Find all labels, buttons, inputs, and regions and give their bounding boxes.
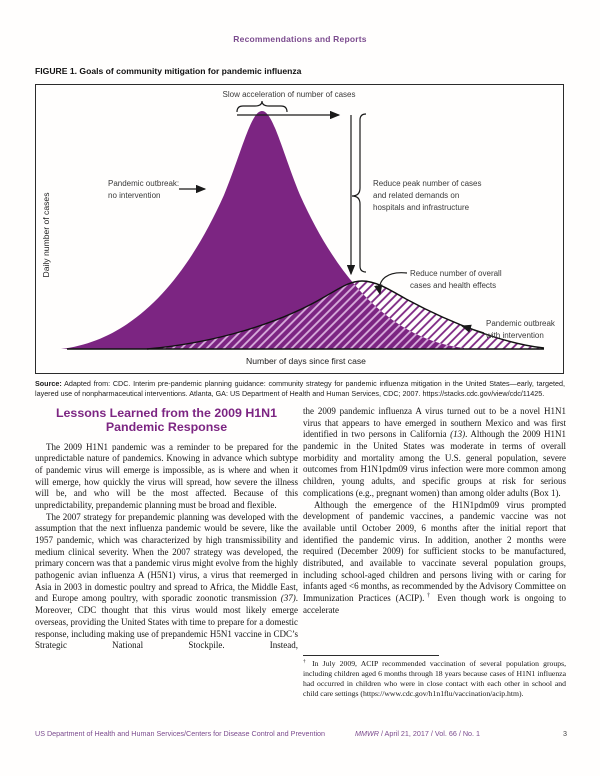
right-column [303, 406, 566, 616]
paragraph-text: . Moreover, CDC thought that this virus would most likely emerge overseas, providing the United States with time to prepare for a domestic response, including making use of prepandemic H5N1 vaccine in CDC’s Strategic National Stockpile. Instead, [35, 593, 298, 651]
y-axis-label: Daily number of cases [41, 192, 51, 278]
footer-department: US Department of Health and Human Services/Centers for Disease Control and Prevention [35, 729, 326, 738]
section-heading [35, 406, 298, 435]
figure-source [35, 379, 565, 398]
footnote-text: In July 2009, ACIP recommended vaccination of several population groups, including children aged 6 months through 18 years because cases of H1N1 influenza had occurred in children who were in close contact with each other in school and child care settings (https://www.cdc.gov/h1n1flu/vaccination/acip.htm). [303, 659, 567, 698]
dagger-symbol: † [303, 658, 308, 665]
mitigation-curves-chart [36, 85, 560, 370]
paragraph-text: Even though work is ongoing to accelerate [303, 593, 566, 615]
paragraph-text: . Although the 2009 H1N1 pandemic in the United States was moderate in terms of overall morbidity and mortality among the U.S. general population, severe outcomes from H1N1pdm09 virus infection were more common among children, young adults, and specific groups at risk for serious complications (e.g., pregnant women) than among older adults (Box 1). [303, 429, 566, 498]
page-number: 3 [563, 729, 567, 738]
heading-line-1: Lessons Learned from the 2009 H1N1 [55, 406, 278, 420]
annotation-slow-acceleration: Slow acceleration of number of cases [222, 90, 356, 99]
footnote [303, 655, 566, 699]
source-label: Source: [35, 379, 62, 388]
reference-citation: (13) [450, 429, 466, 440]
x-axis-label: Number of days since first case [246, 356, 366, 366]
footer-citation [355, 729, 480, 738]
paragraph-text: The 2009 H1N1 pandemic was a reminder to be prepared for the unpredictable nature of pandemics. Knowing in advance which subtype of pandemic virus will emerge is impossible, as is where and when it will emerge, how quickly the virus will spread, how severe the illness will be, and who will be the most affected. Because of this unpredictability, prepandemic planning must be broad and flexible. [35, 441, 298, 510]
annotation-reduce-overall-2: cases and health effects [410, 281, 497, 290]
annotation-no-intervention-1: Pandemic outbreak: [108, 179, 180, 188]
figure-chart [35, 84, 564, 374]
annotation-no-intervention-2: no intervention [108, 191, 161, 200]
annotation-reduce-overall-1: Reduce number of overall [410, 269, 502, 278]
paragraph-right-2 [303, 500, 566, 617]
left-column [35, 406, 298, 652]
vertical-brace [352, 114, 366, 272]
running-head: Recommendations and Reports [233, 34, 367, 44]
paragraph-left-2 [35, 512, 298, 652]
reference-citation: (37) [280, 593, 296, 604]
annotation-with-intervention-2: with intervention [486, 331, 544, 340]
journal-name: MMWR [355, 729, 379, 738]
paragraph-right-1 [303, 406, 566, 500]
dagger-symbol: † [424, 593, 433, 599]
paragraph-text: Although the emergence of the H1N1pdm09 virus prompted development of pandemic vaccines, a pandemic vaccine was not available until October 2009, 6 months after the initial report that identified the pandemic virus. In addition, another 2 months were required (December 2009) for sufficient stocks to be manufactured, distributed, and available to vaccinate several population groups, including school-aged children and persons living with or caring for infants aged <6 months, as recommended by the Advisory Committee on Immunization Practices (ACIP). [303, 499, 566, 603]
annotation-reduce-peak-2: and related demands on [373, 191, 460, 200]
paragraph-left-1 [35, 442, 298, 512]
footnote-rule [303, 655, 439, 656]
figure-title: FIGURE 1. Goals of community mitigation for pandemic influenza [35, 66, 302, 76]
heading-line-2: Pandemic Response [105, 420, 228, 435]
page-footer [0, 729, 600, 743]
citation-text: / April 21, 2017 / Vol. 66 / No. 1 [378, 729, 481, 738]
annotation-reduce-peak-3: hospitals and infrastructure [373, 203, 470, 212]
paragraph-text: The 2007 strategy for prepandemic planning was developed with the assumption that the next influenza pandemic would be severe, like the 1957 pandemic, which was characterized by high transmissibility and medium clinical severity. When the 2007 strategy was developed, the primary concern was that a pandemic virus might evolve from the highly pathogenic avian influenza A (H5N1) virus, a virus that reemerged in Asia in 2003 in domestic poultry and spread to Africa, the Middle East, and Europe among poultry, with sporadic zoonotic transmission [35, 511, 298, 604]
paragraph-text: the 2009 pandemic influenza A virus turned out to be a novel H1N1 virus that appears to have emerged in southern Mexico and was first identified in two persons in California [303, 406, 566, 440]
source-text: Adapted from: CDC. Interim pre-pandemic planning guidance: community strategy for pandemic influenza mitigation in the United States—early, targeted, layered use of nonpharmaceutical interventions. Atlanta, GA: US Department of Health and Human Services, CDC; 2007. https://stacks.cdc.gov/view/cdc/11425. [35, 379, 565, 398]
horizontal-brace [237, 101, 287, 112]
annotation-reduce-peak-1: Reduce peak number of cases [373, 179, 482, 188]
annotation-with-intervention-1: Pandemic outbreak [486, 319, 555, 328]
